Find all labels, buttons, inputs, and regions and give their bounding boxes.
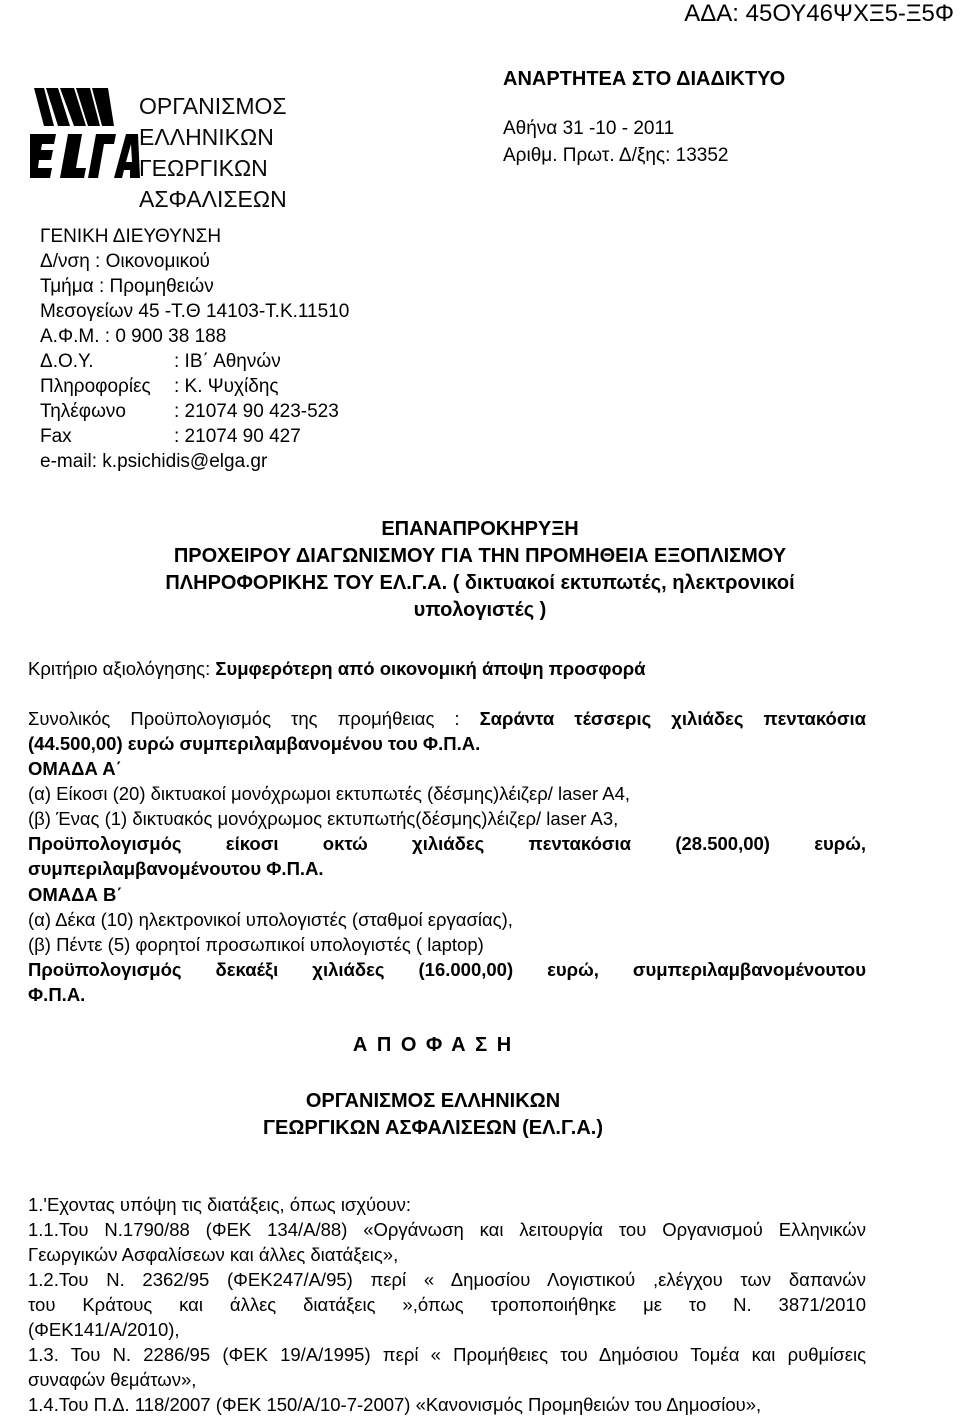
title-line: ΕΠΑΝΑΠΡΟΚΗΡΥΞΗ — [381, 518, 579, 540]
contact-value: : 21074 90 423-523 — [174, 401, 339, 422]
group-item: (α) Είκοσι (20) δικτυακοί μονόχρωμοι εκτυπωτές (δέσμης)λέιζερ/ laser A4, — [28, 783, 630, 804]
contact-block — [40, 224, 349, 474]
contact-label: Fax — [40, 426, 72, 447]
budget-line: (44.500,00) ευρώ συμπεριλαμβανομένου του Φ.Π.Α. — [28, 733, 481, 754]
posted-notice: ΑΝΑΡΤΗΤΕΑ ΣΤΟ ΔΙΑΔΙΚΤΥΟ — [503, 68, 786, 90]
document-date: Αθήνα 31 -10 - 2011 — [503, 118, 675, 139]
group-budget: Προϋπολογισμός είκοσι οκτώ χιλιάδες πεντακόσια (28.500,00) ευρώ, — [28, 833, 866, 854]
org-block-line: ΟΡΓΑΝΙΣΜΟΣ ΕΛΛΗΝΙΚΩΝ — [305, 1090, 561, 1112]
contact-row — [40, 424, 349, 449]
org-name-line: ΑΣΦΑΛΙΣΕΩΝ — [139, 186, 287, 212]
org-name-line: ΟΡΓΑΝΙΣΜΟΣ — [139, 93, 287, 119]
criterion-label: Κριτήριο αξιολόγησης: — [28, 658, 216, 679]
contact-line: Δ/νση : Οικονομικού — [40, 251, 210, 272]
group-item: (β) Πέντε (5) φορητοί προσωπικοί υπολογιστές ( laptop) — [28, 934, 484, 955]
budget-label: Συνολικός Προϋπολογισμός της προμήθειας : — [28, 708, 480, 729]
legal-line: 1.3. Του Ν. 2286/95 (ΦΕΚ 19/Α/1995) περί « Προμήθειες του Δημόσιου Τομέα και ρυθμίσεις — [28, 1344, 866, 1365]
legal-line: 1.4.Του Π.Δ. 118/2007 (ΦΕΚ 150/Α/10-7-2007) «Κανονισμός Προμηθειών του Δημοσίου», — [28, 1394, 762, 1415]
budget-value: Σαράντα τέσσερις χιλιάδες πεντακόσια — [479, 708, 867, 729]
contact-label: Πληροφορίες — [40, 376, 151, 397]
contact-line: Α.Φ.Μ. : 0 900 38 188 — [40, 326, 227, 347]
legal-line: 1.'Εχοντας υπόψη τις διατάξεις, όπως ισχύουν: — [28, 1194, 411, 1215]
contact-value: : 21074 90 427 — [174, 426, 301, 447]
contact-label: Δ.Ο.Υ. — [40, 351, 94, 372]
contact-line: Τμήμα : Προμηθειών — [40, 276, 214, 297]
group-item: (α) Δέκα (10) ηλεκτρονικοί υπολογιστές (σταθμοί εργασίας), — [28, 909, 513, 930]
contact-label: Τηλέφωνο — [40, 401, 126, 422]
org-block-line: ΓΕΩΡΓΙΚΩΝ ΑΣΦΑΛΙΣΕΩΝ (ΕΛ.Γ.Α.) — [262, 1117, 604, 1139]
org-name-line: ΓΕΩΡΓΙΚΩΝ — [139, 155, 268, 181]
group-a — [28, 756, 866, 881]
legal-line: συναφών θεμάτων», — [28, 1369, 197, 1390]
contact-value: : Κ. Ψυχίδης — [174, 376, 279, 397]
title-line: υπολογιστές ) — [413, 599, 547, 621]
title-line: ΠΛΗΡΟΦΟΡΙΚΗΣ ΤΟΥ ΕΛ.Γ.Α. ( δικτυακοί εκτυπωτές, ηλεκτρονικοί — [165, 572, 795, 594]
ada-code: ΑΔΑ: 45ΟΥ46ΨΧΞ5-Ξ5Φ — [684, 0, 954, 27]
legal-line: Γεωργικών Ασφαλίσεων και άλλες διατάξεις», — [28, 1244, 399, 1265]
contact-row — [40, 399, 349, 424]
document-title — [0, 516, 960, 624]
elga-logo-icon — [30, 86, 140, 216]
group-item: (β) Ένας (1) δικτυακός μονόχρωμος εκτυπωτής(δέσμης)λέιζερ/ laser A3, — [28, 808, 619, 829]
group-heading: ΟΜΑΔΑ Α΄ — [28, 758, 122, 779]
group-budget: Προϋπολογισμός δεκαέξι χιλιάδες (16.000,00) ευρώ, συμπεριλαμβανομένουτου — [28, 959, 866, 980]
legal-basis — [28, 1192, 866, 1417]
title-line: ΠΡΟΧΕΙΡΟΥ ΔΙΑΓΩΝΙΣΜΟΥ ΓΙΑ ΤΗΝ ΠΡΟΜΗΘΕΙΑ ΕΞΟΠΛΙΣΜΟΥ — [173, 545, 787, 567]
contact-value: : ΙΒ΄ Αθηνών — [174, 351, 281, 372]
legal-line: 1.1.Του Ν.1790/88 (ΦΕΚ 134/Α/88) «Οργάνωση και λειτουργία του Οργανισμού Ελληνικών — [28, 1219, 866, 1240]
group-b — [28, 882, 866, 1007]
group-budget: συμπεριλαμβανομένουτου Φ.Π.Α. — [28, 858, 324, 879]
group-budget: Φ.Π.Α. — [28, 984, 86, 1005]
decision-heading: Α Π Ο Φ Α Σ Η — [352, 1034, 514, 1056]
group-heading: ΟΜΑΔΑ Β΄ — [28, 884, 123, 905]
contact-row — [40, 374, 349, 399]
protocol-number: Αριθμ. Πρωτ. Δ/ξης: 13352 — [503, 145, 729, 166]
legal-line: του Κράτους και άλλες διατάξεις »,όπως τροποποιήθηκε με το Ν. 3871/2010 — [28, 1294, 866, 1315]
org-block — [0, 1088, 866, 1142]
contact-email: e-mail: k.psichidis@elga.gr — [40, 451, 268, 472]
evaluation-criterion — [28, 656, 866, 681]
legal-line: (ΦΕΚ141/Α/2010), — [28, 1319, 180, 1340]
budget-line — [28, 706, 866, 731]
org-name-line: ΕΛΛΗΝΙΚΩΝ — [139, 124, 274, 150]
contact-line: Μεσογείων 45 -Τ.Θ 14103-Τ.Κ.11510 — [40, 301, 350, 322]
total-budget — [28, 706, 866, 756]
legal-line: 1.2.Του Ν. 2362/95 (ΦΕΚ247/Α/95) περί « Δημοσίου Λογιστικού ,ελέγχου των δαπανών — [28, 1269, 866, 1290]
criterion-value: Συμφερότερη από οικονομική άποψη προσφορά — [215, 658, 646, 679]
org-name — [139, 91, 339, 215]
contact-line: ΓΕΝΙΚΗ ΔΙΕΥΘΥΝΣΗ — [40, 226, 222, 247]
contact-row — [40, 349, 349, 374]
